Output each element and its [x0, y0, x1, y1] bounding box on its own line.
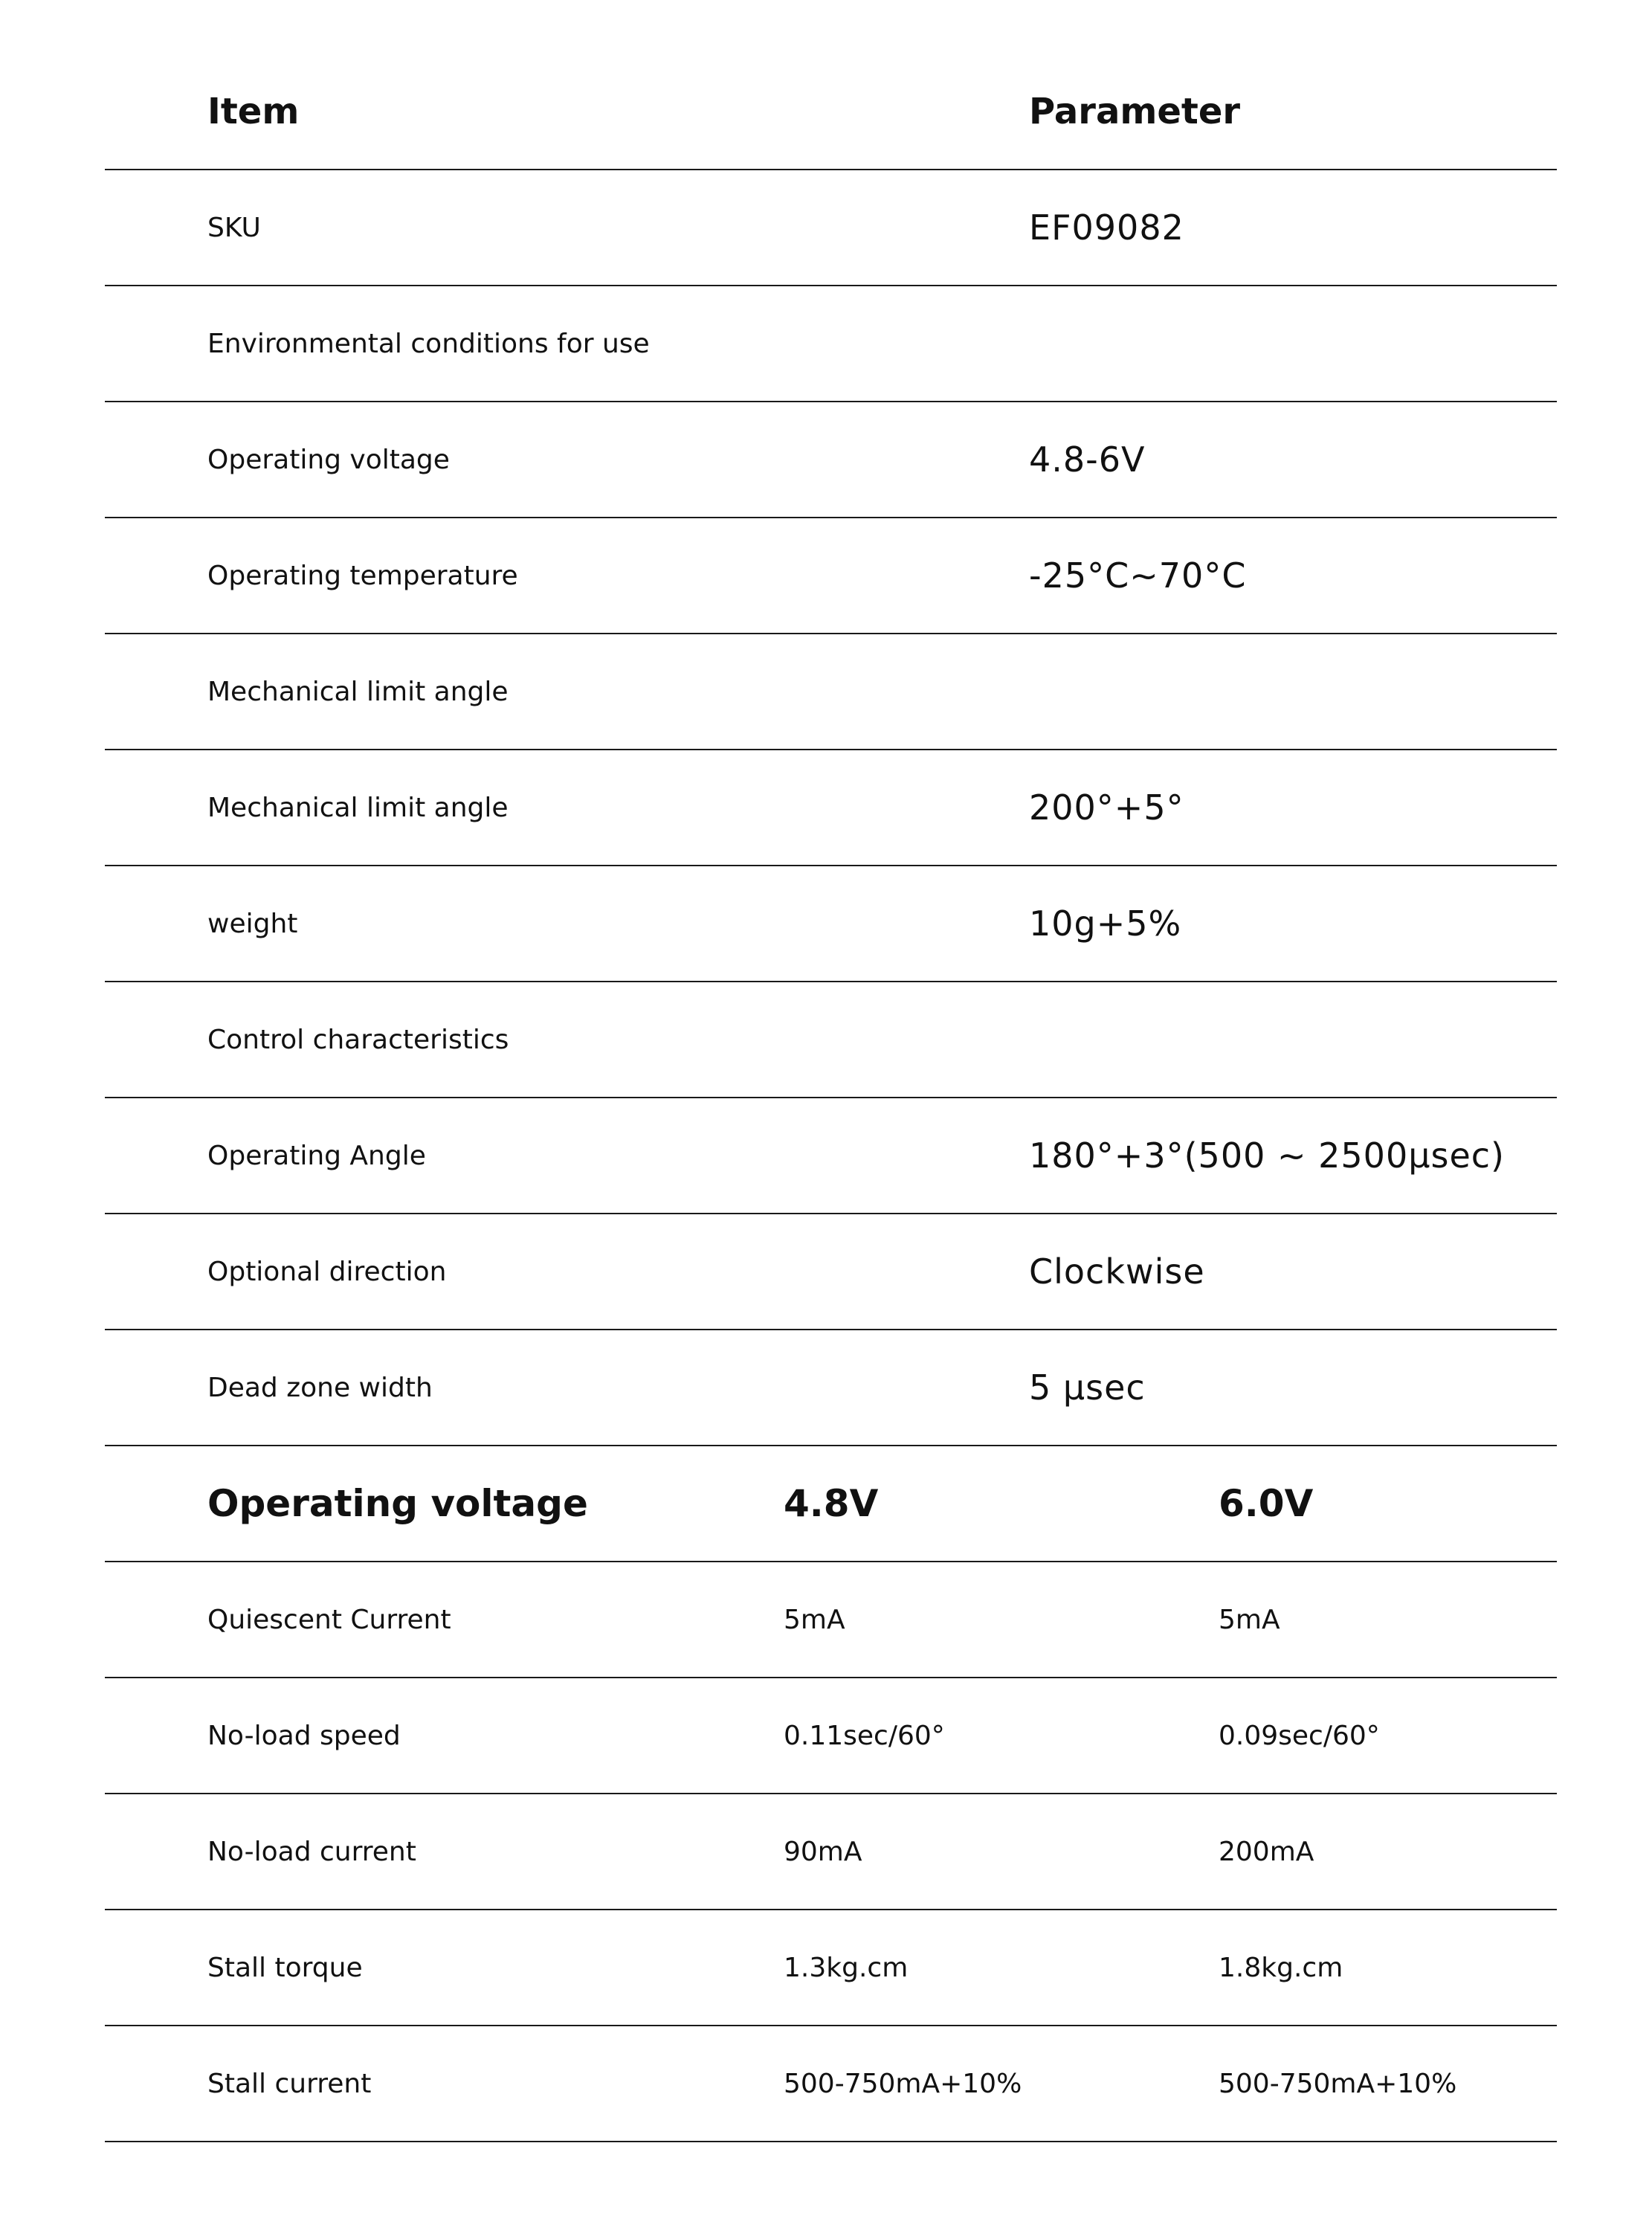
- value-6-0v: 500-750mA+10%: [1219, 2068, 1457, 2099]
- table-row: [105, 1098, 1557, 1214]
- row-label: Operating Angle: [207, 1140, 426, 1171]
- table-row: [105, 866, 1557, 982]
- value-4-8v: 0.11sec/60°: [784, 1720, 945, 1751]
- table-header-row: [105, 54, 1557, 170]
- row-label: Operating temperature: [207, 560, 518, 591]
- row-label: Stall torque: [207, 1952, 363, 1983]
- value-6-0v: 5mA: [1219, 1604, 1280, 1635]
- row-label: Mechanical limit angle: [207, 676, 509, 707]
- table-row: [105, 1678, 1557, 1794]
- value-4-8v: 500-750mA+10%: [784, 2068, 1022, 2099]
- value-4-8v: 5mA: [784, 1604, 845, 1635]
- row-value: 4.8-6V: [1029, 439, 1146, 480]
- table-row: [105, 1562, 1557, 1678]
- voltage-header-row: [105, 1446, 1557, 1562]
- row-value: 10g+5%: [1029, 903, 1182, 944]
- column-header-item: Item: [207, 90, 300, 132]
- row-label: Optional direction: [207, 1256, 447, 1287]
- row-label: Dead zone width: [207, 1372, 433, 1403]
- row-label: Control characteristics: [207, 1024, 509, 1055]
- row-label: No-load current: [207, 1836, 416, 1867]
- column-header-parameter: Parameter: [1029, 90, 1241, 132]
- row-label: Operating voltage: [207, 444, 450, 475]
- row-value: Clockwise: [1029, 1251, 1205, 1292]
- row-label: Environmental conditions for use: [207, 328, 650, 359]
- table-row: [105, 1794, 1557, 1910]
- table-row: [105, 1910, 1557, 2026]
- row-value: EF09082: [1029, 207, 1184, 248]
- voltage-header-label: Operating voltage: [207, 1482, 588, 1525]
- table-row: [105, 402, 1557, 518]
- table-row: [105, 518, 1557, 634]
- value-4-8v: 90mA: [784, 1836, 862, 1867]
- row-value: 200°+5°: [1029, 787, 1184, 828]
- row-label: SKU: [207, 212, 261, 243]
- value-6-0v: 200mA: [1219, 1836, 1314, 1867]
- voltage-header-6-0v: 6.0V: [1219, 1482, 1314, 1525]
- table-row: [105, 2026, 1557, 2142]
- spec-table: [105, 54, 1557, 2142]
- row-label: Quiescent Current: [207, 1604, 451, 1635]
- row-value: 180°+3°(500 ~ 2500μsec): [1029, 1135, 1505, 1176]
- table-row: [105, 750, 1557, 866]
- row-label: Mechanical limit angle: [207, 792, 509, 823]
- table-row: [105, 634, 1557, 750]
- row-label: Stall current: [207, 2068, 372, 2099]
- value-6-0v: 0.09sec/60°: [1219, 1720, 1380, 1751]
- row-value: 5 μsec: [1029, 1367, 1146, 1408]
- table-row: [105, 1214, 1557, 1330]
- table-row: [105, 982, 1557, 1098]
- value-6-0v: 1.8kg.cm: [1219, 1952, 1343, 1983]
- table-row: [105, 170, 1557, 286]
- row-label: weight: [207, 908, 298, 939]
- value-4-8v: 1.3kg.cm: [784, 1952, 909, 1983]
- row-label: No-load speed: [207, 1720, 401, 1751]
- row-value: -25°C~70°C: [1029, 555, 1247, 596]
- table-row: [105, 1330, 1557, 1446]
- table-row: [105, 286, 1557, 402]
- voltage-header-4-8v: 4.8V: [784, 1482, 879, 1525]
